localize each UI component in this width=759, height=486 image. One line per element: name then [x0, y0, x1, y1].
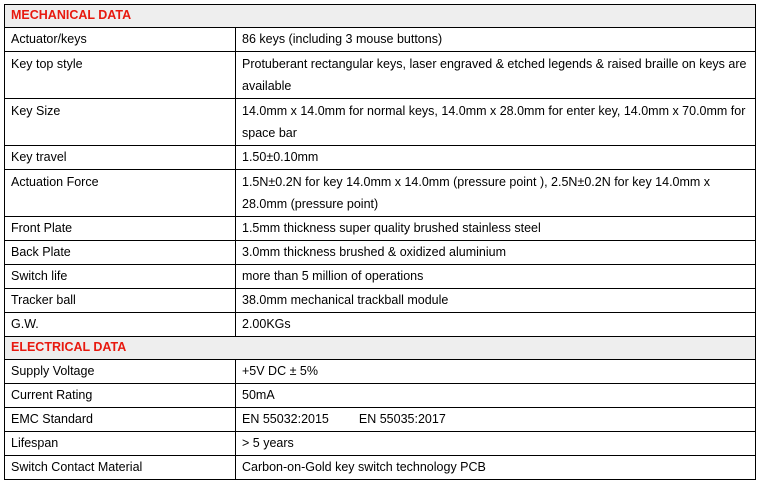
row-value: +5V DC ± 5%	[236, 360, 756, 384]
row-label: Supply Voltage	[5, 360, 236, 384]
table-row-key-travel	[5, 146, 756, 170]
row-value: > 5 years	[236, 432, 756, 456]
row-value: 38.0mm mechanical trackball module	[236, 289, 756, 313]
emc-standard-a: EN 55032:2015	[242, 412, 329, 426]
row-label: Back Plate	[5, 241, 236, 265]
row-label: Actuation Force	[5, 170, 236, 217]
row-label: Lifespan	[5, 432, 236, 456]
table-row-switch-contact-material	[5, 456, 756, 480]
row-value: 1.5mm thickness super quality brushed stainless steel	[236, 217, 756, 241]
table-row-actuation-force	[5, 170, 756, 217]
table-row-supply-voltage	[5, 360, 756, 384]
row-value: Protuberant rectangular keys, laser engraved & etched legends & raised braille on keys are available	[236, 52, 756, 99]
section-title: ELECTRICAL DATA	[5, 337, 756, 360]
section-title: MECHANICAL DATA	[5, 5, 756, 28]
table-row-back-plate	[5, 241, 756, 265]
section-header-electrical	[5, 337, 756, 360]
row-label: G.W.	[5, 313, 236, 337]
table-row-switch-life	[5, 265, 756, 289]
table-row-actuator-keys	[5, 28, 756, 52]
row-label: Switch life	[5, 265, 236, 289]
row-value: 3.0mm thickness brushed & oxidized aluminium	[236, 241, 756, 265]
row-label: Key Size	[5, 99, 236, 146]
table-row-front-plate	[5, 217, 756, 241]
table-row-key-size	[5, 99, 756, 146]
row-value: 2.00KGs	[236, 313, 756, 337]
row-label: Tracker ball	[5, 289, 236, 313]
row-value: 14.0mm x 14.0mm for normal keys, 14.0mm x 28.0mm for enter key, 14.0mm x 70.0mm for space bar	[236, 99, 756, 146]
row-value: more than 5 million of operations	[236, 265, 756, 289]
table-row-emc-standard	[5, 408, 756, 432]
row-label: Key travel	[5, 146, 236, 170]
row-label: EMC Standard	[5, 408, 236, 432]
table-row-tracker-ball	[5, 289, 756, 313]
row-label: Switch Contact Material	[5, 456, 236, 480]
row-value: 1.50±0.10mm	[236, 146, 756, 170]
row-value: Carbon-on-Gold key switch technology PCB	[236, 456, 756, 480]
row-value: 86 keys (including 3 mouse buttons)	[236, 28, 756, 52]
table-row-current-rating	[5, 384, 756, 408]
row-label: Current Rating	[5, 384, 236, 408]
table-row-lifespan	[5, 432, 756, 456]
spec-table	[4, 4, 756, 480]
table-row-gross-weight	[5, 313, 756, 337]
row-value: 1.5N±0.2N for key 14.0mm x 14.0mm (pressure point ), 2.5N±0.2N for key 14.0mm x 28.0mm (pressure point)	[236, 170, 756, 217]
row-label: Key top style	[5, 52, 236, 99]
section-header-mechanical	[5, 5, 756, 28]
emc-standard-b: EN 55035:2017	[358, 412, 446, 426]
row-label: Front Plate	[5, 217, 236, 241]
table-row-key-top-style	[5, 52, 756, 99]
row-value: 50mA	[236, 384, 756, 408]
row-label: Actuator/keys	[5, 28, 236, 52]
row-value	[236, 408, 756, 432]
